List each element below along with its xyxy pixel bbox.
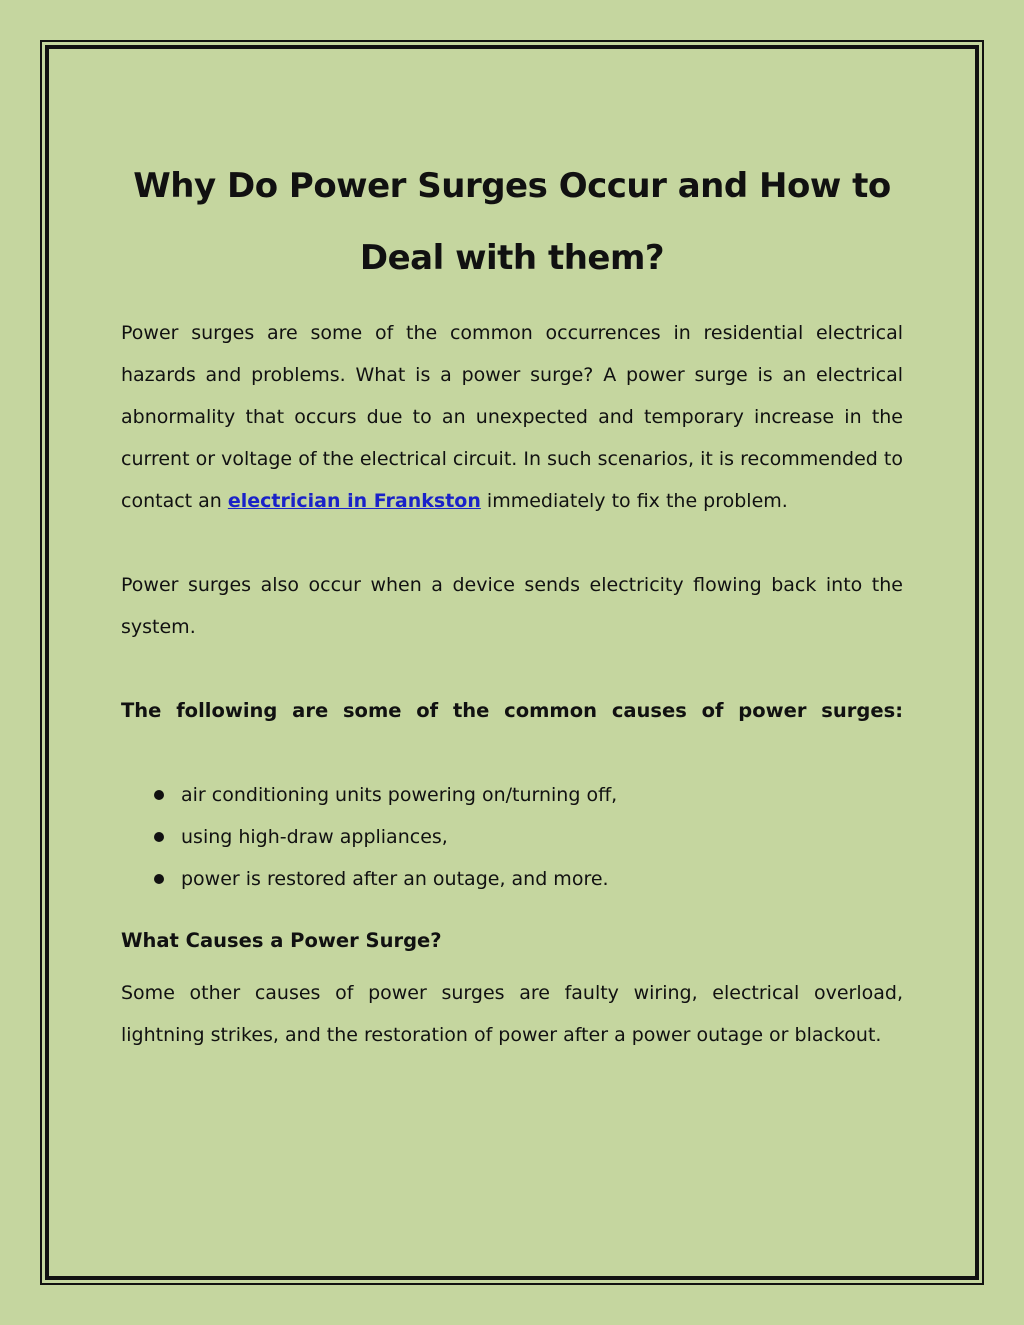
list-item (121, 816, 903, 858)
electrician-frankston-link[interactable]: electrician in Frankston (227, 490, 481, 512)
section-paragraph: Some other causes of power surges are faulty wiring, electrical overload, lightning strikes, and the restoration of power after a power outage or blackout. (121, 982, 903, 1046)
bullet-icon (154, 790, 164, 800)
intro-paragraph (121, 312, 903, 522)
list-item (121, 774, 903, 816)
list-item-text: air conditioning units powering on/turning off, (181, 784, 618, 806)
bullet-icon (154, 832, 164, 842)
title-line-2: Deal with them? (359, 238, 665, 278)
intro-text-after-link: immediately to fix the problem. (480, 490, 788, 512)
list-item (121, 858, 903, 900)
causes-heading: The following are some of the common causes of power surges: (121, 699, 903, 722)
causes-list (121, 774, 903, 900)
list-item-text: power is restored after an outage, and more. (181, 868, 609, 890)
title-line-1: Why Do Power Surges Occur and How to (133, 166, 891, 206)
list-item-text: using high-draw appliances, (181, 826, 448, 848)
document-body (121, 150, 903, 1056)
intro-text-before-link: Power surges are some of the common occurrences in residential electrical hazards and problems. What is a power surge? A power surge is an electrical abnormality that occurs due to an unexpected and temporary increase in the current or voltage of the electrical circuit. In such scenarios, it is recommended to contact an (121, 322, 903, 512)
bullet-icon (154, 874, 164, 884)
device-backflow-paragraph: Power surges also occur when a device sends electricity flowing back into the system. (121, 574, 903, 638)
section-heading: What Causes a Power Surge? (121, 929, 442, 952)
document-title (121, 150, 903, 294)
